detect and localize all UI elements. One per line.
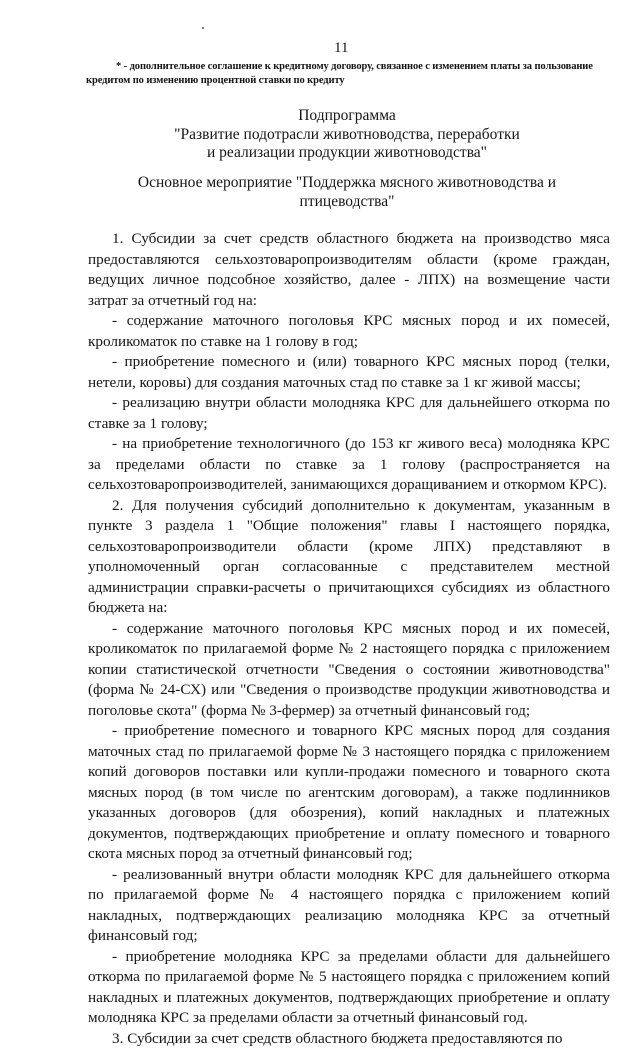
list-item: - приобретение помесного и (или) товарного КРС мясных пород (телки, нетели, коровы) для создания маточных стад по ставке за 1 кг живой массы; bbox=[88, 352, 610, 393]
list-item: - на приобретение технологичного (до 153 кг живого веса) молодняка КРС за пределами области по ставке за 1 голову (распространяется на сельхозтоваропроизводителей, занимающихся доращиванием и откормом КРС). bbox=[88, 434, 610, 496]
list-item: - реализацию внутри области молодняка КРС для дальнейшего откорма по ставке за 1 голову; bbox=[88, 393, 610, 434]
list-item: - приобретение молодняка КРС за пределами области для дальнейшего откорма по прилагаемой форме № 5 настоящего порядка с приложением копий накладных и платежных документов, подтверждающих приобретение и оплату молодняка КРС за пределами области за отчетный финансовый год. bbox=[88, 947, 610, 1029]
main-activity-line: Основное мероприятие "Поддержка мясного животноводства и bbox=[90, 174, 604, 193]
footnote-line: * - дополнительное соглашение к кредитному договору, связанное с изменением платы за пользование bbox=[86, 60, 598, 74]
subprogram-title-line: и реализации продукции животноводства" bbox=[90, 144, 604, 163]
list-item: - реализованный внутри области молодняк КРС для дальнейшего откорма по прилагаемой форме № 4 настоящего порядка с приложением копий накладных, подтверждающих реализацию молодняка КРС за отчетный финансовый год; bbox=[88, 865, 610, 947]
footnote bbox=[86, 60, 598, 88]
subprogram-label: Подпрограмма bbox=[90, 107, 604, 126]
main-activity-line: птицеводства" bbox=[90, 193, 604, 212]
scan-speck bbox=[202, 27, 204, 29]
footnote-line: кредитом по изменению процентной ставки по кредиту bbox=[86, 74, 598, 88]
main-activity-heading bbox=[90, 174, 604, 211]
list-item: - содержание маточного поголовья КРС мясных пород и их помесей, кроликоматок по ставке на 1 голову в год; bbox=[88, 311, 610, 352]
paragraph: 2. Для получения субсидий дополнительно к документам, указанным в пункте 3 раздела 1 "Общие положения" главы I настоящего порядка, сельхозтоваропроизводители области (кроме ЛПХ) представляют в уполномоченный орган согласованные с представителем местной администрации справки-расчеты о причитающихся субсидиях из областного бюджета на: bbox=[88, 496, 610, 619]
body-text bbox=[88, 229, 610, 1049]
subprogram-heading bbox=[90, 107, 604, 163]
paragraph: 1. Субсидии за счет средств областного бюджета на производство мяса предоставляются сельхозтоваропроизводителям области (кроме граждан, ведущих личное подсобное хозяйство, далее - ЛПХ) на возмещение части затрат за отчетный год на: bbox=[88, 229, 610, 311]
paragraph: 3. Субсидии за счет средств областного бюджета предоставляются по bbox=[88, 1029, 610, 1049]
subprogram-title-line: "Развитие подотрасли животноводства, переработки bbox=[90, 126, 604, 145]
list-item: - приобретение помесного и товарного КРС мясных пород для создания маточных стад по прилагаемой форме № 3 настоящего порядка с приложением копий договоров поставки или купли-продажи помесного и товарного скота мясных пород (в том числе по агентским договорам), а также подлинников указанных договоров (для обозрения), копий накладных и платежных документов, подтверждающих приобретение и оплату помесного и товарного скота мясных пород за отчетный финансовый год; bbox=[88, 721, 610, 865]
page-number: 11 bbox=[334, 40, 348, 57]
list-item: - содержание маточного поголовья КРС мясных пород и их помесей, кроликоматок по прилагаемой форме № 2 настоящего порядка с приложением копии статистической отчетности "Сведения о состоянии животноводства" (форма № 24-СХ) или "Сведения о производстве продукции животноводства и поголовье скота" (форма № 3-фермер) за отчетный финансовый год; bbox=[88, 619, 610, 722]
